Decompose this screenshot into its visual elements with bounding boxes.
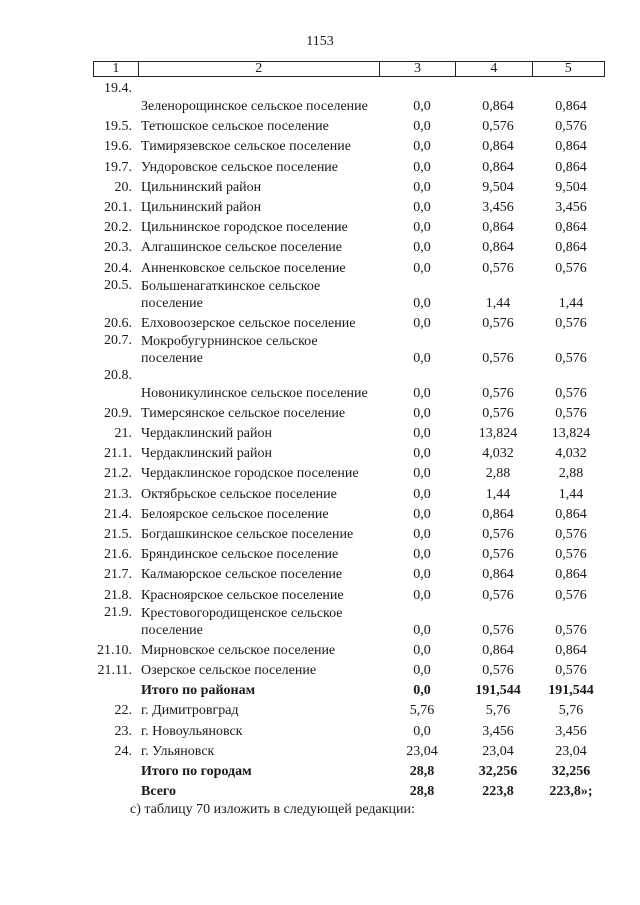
table-row (0, 135, 640, 155)
row-value-col5: 2,88 (558, 466, 584, 482)
row-value-col5: 9,504 (555, 179, 587, 195)
row-name: г. Димитровград (141, 703, 239, 719)
table-row (0, 332, 640, 367)
column-number: 3 (379, 62, 455, 76)
row-number: 20.7. (104, 332, 132, 348)
row-number: 22. (114, 703, 132, 719)
row-value-col4: 0,576 (482, 527, 514, 542)
row-number: 20.4. (104, 260, 132, 276)
row-name: Бряндинское сельское поселение (141, 547, 339, 563)
row-value-col4: 0,576 (482, 385, 514, 401)
row-value-col5: 5,76 (558, 703, 584, 719)
row-value-col3: 0,0 (413, 220, 431, 236)
row-value-col4: 2,88 (485, 466, 511, 482)
row-name: Тимирязевское сельское поселение (141, 139, 351, 155)
row-name: Чердаклинский район (141, 426, 272, 442)
row-name: Алгашинское сельское поселение (141, 240, 343, 256)
column-number: 1 (112, 61, 120, 76)
table-row (0, 583, 640, 603)
row-value-col3: 0,0 (413, 99, 431, 114)
row-value-col3: 0,0 (413, 506, 431, 522)
row-value-col4: 0,864 (482, 99, 514, 114)
row-value-col4: 0,864 (482, 642, 514, 658)
table-row (0, 639, 640, 659)
row-value-col3: 0,0 (413, 446, 431, 462)
table-row (0, 176, 640, 196)
row-value-col4: 0,576 (482, 547, 514, 563)
table-row (0, 256, 640, 276)
row-value-col5: 191,544 (548, 683, 594, 699)
row-number: 20.2. (104, 220, 132, 236)
row-value-col3: 0,0 (413, 179, 431, 195)
row-name: Калмаюрское сельское поселение (141, 567, 343, 583)
column-number: 5 (532, 62, 604, 76)
table-row (0, 442, 640, 462)
row-value-col5: 0,864 (555, 506, 587, 522)
row-number: 19.5. (104, 119, 132, 135)
row-name: Крестовогородищенское сельское поселение (141, 605, 343, 638)
row-value-col5: 13,824 (551, 426, 591, 442)
page-number: 1153 (306, 34, 334, 49)
row-value-col3: 0,0 (413, 527, 431, 542)
row-name: Цильнинский район (141, 199, 262, 215)
row-value-col4: 0,576 (482, 260, 514, 276)
row-value-col4: 9,504 (482, 179, 514, 195)
row-number: 20.1. (104, 199, 132, 215)
row-name: Мирновское сельское поселение (141, 642, 336, 658)
row-value-col4: 0,864 (482, 159, 514, 175)
row-number: 19.7. (104, 159, 132, 175)
row-number: 21.4. (104, 506, 132, 522)
row-value-col5: 0,576 (555, 662, 587, 678)
row-value-col4: 4,032 (482, 446, 514, 462)
row-value-col5: 0,576 (555, 260, 587, 276)
row-value-col4: 0,576 (482, 587, 514, 603)
row-name: Чердаклинское городское поселение (141, 466, 359, 482)
row-value-col3: 0,0 (413, 622, 431, 638)
column-number: 4 (455, 62, 531, 76)
row-number: 21. (114, 426, 132, 442)
row-value-col3: 28,8 (409, 784, 435, 800)
table-row (0, 277, 640, 312)
row-value-col5: 223,8»; (549, 784, 593, 800)
row-value-col4: 0,864 (482, 506, 514, 522)
row-value-col3: 0,0 (413, 385, 431, 401)
row-value-col4: 0,864 (482, 567, 514, 583)
row-value-col3: 0,0 (413, 466, 431, 482)
table-row (0, 740, 640, 760)
row-value-col5: 3,456 (555, 199, 587, 215)
table-row (0, 196, 640, 216)
row-name: Елховоозерское сельское поселение (141, 315, 356, 331)
table-row (0, 312, 640, 332)
column-number: 2 (138, 62, 379, 76)
row-value-col5: 0,576 (555, 315, 587, 331)
row-number: 20.6. (104, 315, 132, 331)
row-value-col5: 0,864 (555, 240, 587, 256)
table-row (0, 462, 640, 482)
row-value-col3: 0,0 (413, 547, 431, 563)
table-row (0, 155, 640, 175)
row-number: 20.5. (104, 277, 132, 293)
row-value-col3: 0,0 (413, 662, 431, 678)
row-number: 21.1. (104, 446, 132, 462)
row-name: Итого по городам (141, 763, 252, 779)
row-name: Итого по районам (141, 683, 256, 699)
table-row (0, 367, 640, 402)
row-value-col5: 0,576 (555, 547, 587, 563)
row-value-col3: 23,04 (406, 743, 438, 759)
table-row (0, 236, 640, 256)
row-value-col5: 0,576 (555, 119, 587, 135)
row-value-col4: 0,576 (482, 350, 514, 366)
row-value-col4: 0,864 (482, 220, 514, 236)
row-value-col3: 0,0 (413, 723, 431, 739)
row-value-col3: 0,0 (413, 260, 431, 276)
table-row (0, 699, 640, 719)
row-value-col3: 0,0 (413, 350, 431, 366)
row-name: Большенагаткинское сельское поселение (141, 278, 321, 311)
row-value-col4: 0,576 (482, 315, 514, 331)
row-name: г. Новоульяновск (141, 723, 243, 739)
row-name: Тимерсянское сельское поселение (141, 405, 346, 421)
row-name: г. Ульяновск (141, 743, 215, 759)
row-number: 19.4. (104, 81, 132, 96)
row-name: Озерское сельское поселение (141, 662, 317, 678)
row-value-col3: 0,0 (413, 199, 431, 215)
table-row (0, 402, 640, 422)
row-name: Цильнинский район (141, 179, 262, 195)
row-number: 24. (114, 743, 132, 759)
row-value-col4: 23,04 (482, 743, 514, 759)
table-row (0, 482, 640, 502)
table-row (0, 80, 640, 115)
row-value-col3: 5,76 (409, 703, 435, 719)
row-value-col5: 0,864 (555, 642, 587, 658)
table-row (0, 604, 640, 639)
row-name: Тетюшское сельское поселение (141, 119, 329, 135)
table-row (0, 422, 640, 442)
row-value-col5: 1,44 (558, 295, 584, 311)
row-value-col3: 0,0 (413, 567, 431, 583)
row-value-col3: 0,0 (413, 119, 431, 135)
row-value-col3: 28,8 (409, 763, 435, 779)
row-value-col5: 32,256 (551, 763, 591, 779)
row-value-col4: 191,544 (475, 683, 521, 699)
data-table (0, 80, 640, 800)
row-value-col3: 0,0 (413, 486, 431, 502)
row-value-col5: 0,576 (555, 527, 587, 542)
table-row (0, 760, 640, 780)
table-row (0, 503, 640, 523)
row-name: Октябрьское сельское поселение (141, 486, 337, 502)
row-number: 21.6. (104, 547, 132, 563)
row-value-col5: 23,04 (555, 743, 587, 759)
row-value-col4: 1,44 (485, 486, 511, 502)
row-value-col3: 0,0 (413, 240, 431, 256)
row-number: 21.10. (97, 642, 132, 658)
row-value-col5: 0,864 (555, 159, 587, 175)
row-value-col5: 3,456 (555, 723, 587, 739)
row-value-col3: 0,0 (413, 295, 431, 311)
row-value-col4: 13,824 (478, 426, 518, 442)
table-row (0, 115, 640, 135)
row-value-col5: 0,864 (555, 99, 587, 114)
table-row (0, 216, 640, 236)
table-row (0, 780, 640, 800)
row-value-col3: 0,0 (413, 159, 431, 175)
row-value-col5: 4,032 (555, 446, 587, 462)
row-value-col4: 5,76 (485, 703, 511, 719)
row-value-col4: 3,456 (482, 723, 514, 739)
row-value-col4: 0,864 (482, 139, 514, 155)
row-value-col3: 0,0 (413, 587, 431, 603)
row-name: Цильнинское городское поселение (141, 220, 348, 236)
row-value-col3: 0,0 (413, 405, 431, 421)
row-number: 21.9. (104, 604, 132, 620)
row-value-col4: 0,576 (482, 622, 514, 638)
row-number: 20.3. (104, 240, 132, 256)
row-number: 19.6. (104, 139, 132, 155)
row-value-col5: 0,576 (555, 622, 587, 638)
row-name: Чердаклинский район (141, 446, 272, 462)
row-number: 21.8. (104, 587, 132, 603)
table-row (0, 719, 640, 739)
row-number: 21.7. (104, 567, 132, 583)
row-number: 20. (114, 179, 132, 195)
row-number: 20.9. (104, 405, 132, 421)
row-name: Богдашкинское сельское поселение (141, 527, 354, 542)
row-number: 21.5. (104, 527, 132, 542)
row-value-col3: 0,0 (413, 139, 431, 155)
row-name: Всего (141, 784, 176, 800)
table-row (0, 679, 640, 699)
row-name: Мокробугурнинское сельское поселение (141, 333, 318, 366)
row-value-col4: 1,44 (485, 295, 511, 311)
row-value-col4: 0,576 (482, 405, 514, 421)
row-value-col4: 0,864 (482, 240, 514, 256)
row-value-col5: 0,864 (555, 220, 587, 236)
row-name: Ундоровское сельское поселение (141, 159, 339, 175)
row-name: Зеленорощинское сельское поселение (141, 99, 368, 114)
row-name: Анненковское сельское поселение (141, 260, 346, 276)
row-number: 20.8. (104, 367, 132, 383)
row-number: 21.3. (104, 486, 132, 502)
row-value-col3: 0,0 (413, 426, 431, 442)
row-value-col4: 0,576 (482, 662, 514, 678)
table-row (0, 659, 640, 679)
table-row (0, 563, 640, 583)
row-number: 23. (114, 723, 132, 739)
row-value-col3: 0,0 (413, 315, 431, 331)
row-value-col3: 0,0 (413, 642, 431, 658)
row-value-col4: 223,8 (482, 784, 514, 800)
row-value-col4: 0,576 (482, 119, 514, 135)
row-value-col5: 0,576 (555, 405, 587, 421)
row-value-col5: 0,864 (555, 139, 587, 155)
table-column-header (93, 61, 605, 77)
table-row (0, 523, 640, 543)
row-value-col4: 3,456 (482, 199, 514, 215)
row-value-col5: 0,576 (555, 350, 587, 366)
row-value-col4: 32,256 (478, 763, 518, 779)
row-name: Красноярское сельское поселение (141, 587, 344, 603)
row-value-col3: 0,0 (413, 683, 431, 699)
row-number: 21.2. (104, 466, 132, 482)
row-value-col5: 0,864 (555, 567, 587, 583)
amendment-note: с) таблицу 70 изложить в следующей редакции: (130, 802, 415, 817)
row-value-col5: 0,576 (555, 587, 587, 603)
table-row (0, 543, 640, 563)
row-name: Белоярское сельское поселение (141, 506, 329, 522)
row-value-col5: 0,576 (555, 385, 587, 401)
row-value-col5: 1,44 (558, 486, 584, 502)
row-number: 21.11. (97, 662, 132, 678)
row-name: Новоникулинское сельское поселение (141, 385, 368, 401)
